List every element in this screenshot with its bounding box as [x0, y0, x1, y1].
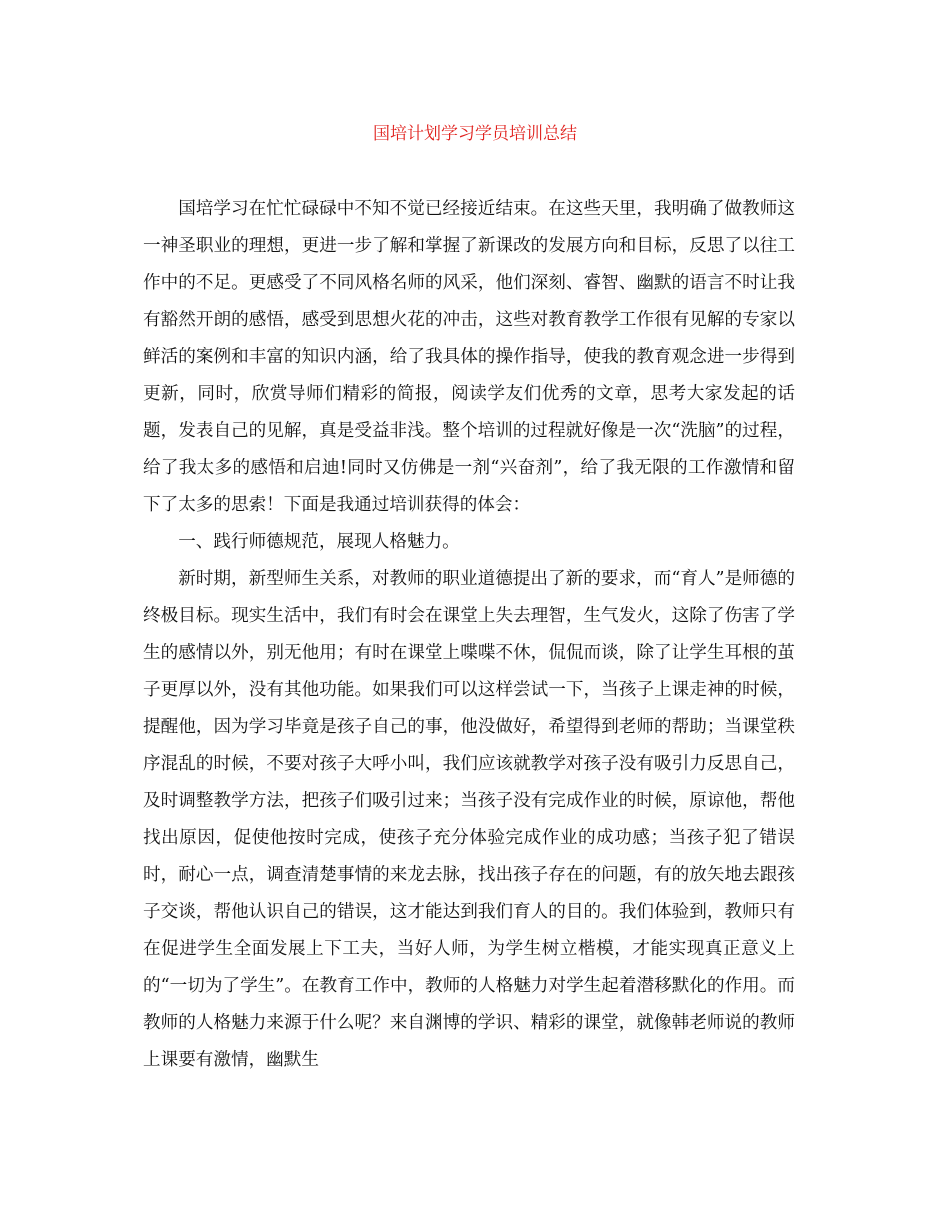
- paragraph-intro: 国培学习在忙忙碌碌中不知不觉已经接近结束。在这些天里，我明确了做教师这一神圣职业的理想，更进一步了解和掌握了新课改的发展方向和目标，反思了以往工作中的不足。更感受了不同风格名师的风采，他们深刻、睿智、幽默的语言不时让我有豁然开朗的感悟，感受到思想火花的冲击，这些对教育教学工作很有见解的专家以鲜活的案例和丰富的知识内涵，给了我具体的操作指导，使我的教育观念进一步得到更新，同时，欣赏导师们精彩的简报，阅读学友们优秀的文章，思考大家发起的话题，发表自己的见解，真是受益非浅。整个培训的过程就好像是一次“洗脑”的过程，给了我太多的感悟和启迪!同时又仿佛是一剂“兴奋剂”，给了我无限的工作激情和留下了太多的思索！下面是我通过培训获得的体会：: [143, 199, 795, 515]
- document-body: [143, 191, 795, 1079]
- document-title: 国培计划学习学员培训总结: [373, 124, 577, 144]
- paragraph-section-1: 新时期，新型师生关系，对教师的职业道德提出了新的要求，而“育人”是师德的终极目标。现实生活中，我们有时会在课堂上失去理智，生气发火，这除了伤害了学生的感情以外，别无他用；有时在课堂上喋喋不休，侃侃而谈，除了让学生耳根的茧子更厚以外，没有其他功能。如果我们可以这样尝试一下，当孩子上课走神的时候，提醒他，因为学习毕竟是孩子自己的事，他没做好，希望得到老师的帮助；当课堂秩序混乱的时候，不要对孩子大呼小叫，我们应该就教学对孩子没有吸引力反思自己，及时调整教学方法，把孩子们吸引过来；当孩子没有完成作业的时候，原谅他，帮他找出原因，促使他按时完成，使孩子充分体验完成作业的成功感；当孩子犯了错误时，耐心一点，调查清楚事情的来龙去脉，找出孩子存在的问题，有的放矢地去跟孩子交谈，帮他认识自己的错误，这才能达到我们育人的目的。我们体验到，教师只有在促进学生全面发展上下工夫，当好人师，为学生树立楷模，才能实现真正意义上的“一切为了学生”。在教育工作中，教师的人格魅力对学生起着潜移默化的作用。而教师的人格魅力来源于什么呢？来自渊博的学识、精彩的课堂，就像韩老师说的教师上课要有激情，幽默生: [143, 569, 795, 1070]
- section-heading-1: 一、践行师德规范，展现人格魅力。: [178, 532, 460, 552]
